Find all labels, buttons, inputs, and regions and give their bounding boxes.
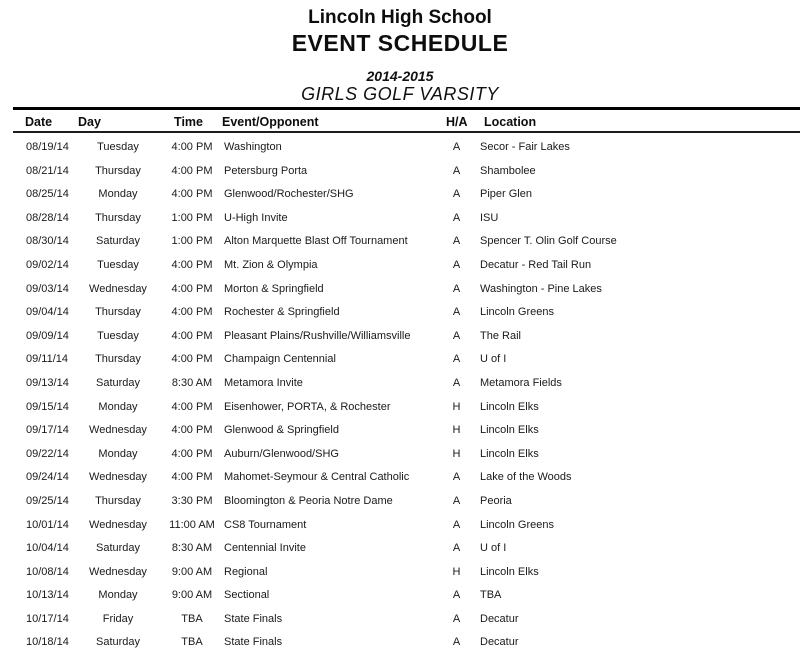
table-row (0, 443, 800, 467)
table-row (0, 584, 800, 608)
cell-ha: A (452, 518, 461, 531)
cell-time: 4:00 PM (171, 353, 213, 366)
cell-time: 3:30 PM (171, 494, 213, 507)
table-row (0, 514, 800, 538)
cell-day: Monday (98, 589, 138, 602)
cell-day: Monday (98, 447, 138, 460)
cell-day: Saturday (95, 636, 141, 649)
cell-event: U-High Invite (224, 211, 288, 224)
cell-date: 10/04/14 (26, 542, 69, 555)
column-header-day: Day (78, 115, 101, 129)
cell-location: Lincoln Elks (480, 565, 539, 578)
cell-event: Mt. Zion & Olympia (224, 258, 318, 271)
table-row (0, 419, 800, 443)
cell-location: Lincoln Elks (480, 424, 539, 437)
school-name: Lincoln High School (308, 7, 492, 28)
cell-location: Lincoln Greens (480, 518, 554, 531)
table-row (0, 207, 800, 231)
cell-ha: A (452, 589, 461, 602)
table-row (0, 561, 800, 585)
cell-location: Lincoln Elks (480, 400, 539, 413)
cell-time: 8:30 AM (171, 542, 213, 555)
table-row (0, 466, 800, 490)
cell-location: Metamora Fields (480, 376, 562, 389)
cell-location: Decatur (480, 636, 519, 649)
cell-event: Rochester & Springfield (224, 306, 340, 319)
cell-location: Shambolee (480, 164, 536, 177)
cell-time: 4:00 PM (171, 424, 213, 437)
cell-date: 09/25/14 (26, 494, 69, 507)
cell-time: 4:00 PM (171, 188, 213, 201)
cell-location: ISU (480, 211, 499, 224)
cell-time: 4:00 PM (171, 282, 213, 295)
cell-event: Morton & Springfield (224, 282, 324, 295)
table-row (0, 396, 800, 420)
divider-thick (13, 107, 800, 110)
cell-time: TBA (181, 612, 203, 625)
cell-event: Alton Marquette Blast Off Tournament (224, 235, 408, 248)
cell-day: Saturday (95, 376, 141, 389)
cell-date: 10/18/14 (26, 636, 69, 649)
cell-date: 08/21/14 (26, 164, 69, 177)
cell-ha: A (452, 542, 461, 555)
cell-event: Sectional (224, 589, 270, 602)
cell-event: Mahomet-Seymour & Central Catholic (224, 471, 410, 484)
cell-ha: A (452, 376, 461, 389)
cell-event: Metamora Invite (224, 376, 303, 389)
table-row (0, 348, 800, 372)
table-row (0, 230, 800, 254)
cell-ha: A (452, 282, 461, 295)
cell-date: 09/09/14 (26, 329, 69, 342)
cell-location: Secor - Fair Lakes (480, 141, 570, 153)
cell-time: 4:00 PM (171, 471, 213, 484)
cell-event: Glenwood/Rochester/SHG (224, 188, 354, 201)
cell-day: Tuesday (97, 258, 139, 271)
cell-day: Tuesday (97, 141, 139, 153)
cell-event: Centennial Invite (224, 542, 306, 555)
cell-time: 8:30 AM (171, 376, 213, 389)
cell-event: CS8 Tournament (224, 518, 307, 531)
cell-time: 4:00 PM (171, 400, 213, 413)
schedule-rows (0, 136, 800, 655)
cell-location: U of I (480, 542, 507, 555)
cell-date: 09/24/14 (26, 471, 69, 484)
cell-location: Decatur - Red Tail Run (480, 258, 592, 271)
cell-ha: H (452, 424, 461, 437)
cell-day: Wednesday (89, 471, 147, 484)
cell-date: 08/30/14 (26, 235, 69, 248)
cell-event: Petersburg Porta (224, 164, 308, 177)
season-label: 2014-2015 (366, 68, 434, 84)
cell-time: 1:00 PM (171, 235, 213, 248)
cell-location: Spencer T. Olin Golf Course (480, 235, 617, 248)
cell-time: 4:00 PM (171, 258, 213, 271)
cell-date: 09/13/14 (26, 376, 69, 389)
cell-day: Thursday (95, 306, 141, 319)
table-row (0, 490, 800, 514)
cell-event: Glenwood & Springfield (224, 424, 339, 437)
cell-location: Lincoln Elks (480, 447, 539, 460)
cell-ha: A (452, 494, 461, 507)
column-header-ha: H/A (446, 115, 468, 129)
cell-day: Wednesday (89, 565, 147, 578)
cell-date: 10/17/14 (26, 612, 69, 625)
cell-day: Monday (98, 400, 138, 413)
cell-event: Eisenhower, PORTA, & Rochester (224, 400, 391, 413)
column-header-event: Event/Opponent (222, 115, 319, 129)
cell-ha: A (452, 636, 461, 649)
cell-ha: H (452, 447, 461, 460)
divider-thin (13, 131, 800, 133)
cell-time: 4:00 PM (171, 164, 213, 177)
cell-date: 08/19/14 (26, 141, 69, 153)
cell-day: Wednesday (89, 282, 147, 295)
table-row (0, 183, 800, 207)
column-header-time: Time (174, 115, 203, 129)
cell-date: 09/17/14 (26, 424, 69, 437)
cell-event: State Finals (224, 612, 283, 625)
cell-ha: A (452, 235, 461, 248)
cell-ha: A (452, 258, 461, 271)
cell-location: Lake of the Woods (480, 471, 572, 484)
table-row (0, 608, 800, 632)
cell-time: TBA (181, 636, 203, 649)
cell-date: 10/13/14 (26, 589, 69, 602)
column-header-location: Location (484, 115, 537, 129)
cell-location: U of I (480, 353, 507, 366)
table-row (0, 372, 800, 396)
cell-day: Tuesday (97, 329, 139, 342)
cell-ha: A (452, 612, 461, 625)
cell-date: 09/04/14 (26, 306, 69, 319)
cell-day: Thursday (95, 211, 141, 224)
table-row (0, 537, 800, 561)
cell-date: 10/08/14 (26, 565, 69, 578)
cell-day: Monday (98, 188, 138, 201)
page-title: EVENT SCHEDULE (291, 30, 509, 56)
cell-ha: A (452, 211, 461, 224)
cell-ha: A (452, 353, 461, 366)
cell-day: Thursday (95, 164, 141, 177)
cell-time: 4:00 PM (171, 306, 213, 319)
cell-location: Washington - Pine Lakes (480, 282, 602, 295)
cell-date: 09/02/14 (26, 258, 69, 271)
cell-event: Washington (224, 141, 282, 153)
cell-location: Lincoln Greens (480, 306, 554, 319)
cell-date: 09/11/14 (26, 353, 69, 366)
cell-ha: A (452, 329, 461, 342)
cell-date: 08/25/14 (26, 188, 69, 201)
column-header-date: Date (25, 115, 53, 129)
cell-time: 11:00 AM (169, 518, 215, 531)
cell-ha: A (452, 141, 461, 153)
cell-ha: A (452, 164, 461, 177)
cell-day: Wednesday (89, 424, 147, 437)
cell-date: 09/22/14 (26, 447, 69, 460)
cell-event: Champaign Centennial (224, 353, 336, 366)
cell-location: TBA (480, 589, 502, 602)
table-row (0, 278, 800, 302)
cell-location: The Rail (480, 329, 521, 342)
cell-time: 1:00 PM (171, 211, 213, 224)
cell-date: 10/01/14 (26, 518, 69, 531)
cell-ha: H (452, 400, 461, 413)
cell-ha: A (452, 306, 461, 319)
team-label: GIRLS GOLF VARSITY (301, 84, 499, 104)
cell-day: Friday (102, 612, 134, 625)
cell-time: 9:00 AM (171, 589, 213, 602)
cell-time: 4:00 PM (171, 329, 213, 342)
cell-ha: A (452, 471, 461, 484)
cell-day: Saturday (95, 235, 141, 248)
cell-date: 08/28/14 (26, 211, 69, 224)
cell-time: 4:00 PM (171, 447, 213, 460)
cell-event: Bloomington & Peoria Notre Dame (224, 494, 393, 507)
cell-date: 09/15/14 (26, 400, 69, 413)
table-row (0, 136, 800, 160)
cell-ha: A (452, 188, 461, 201)
cell-date: 09/03/14 (26, 282, 69, 295)
table-row (0, 325, 800, 349)
cell-day: Saturday (95, 542, 141, 555)
cell-location: Decatur (480, 612, 519, 625)
cell-event: Regional (224, 565, 268, 578)
cell-day: Thursday (95, 353, 141, 366)
table-row (0, 301, 800, 325)
table-row (0, 160, 800, 184)
cell-event: State Finals (224, 636, 283, 649)
cell-event: Auburn/Glenwood/SHG (224, 447, 339, 460)
cell-day: Thursday (95, 494, 141, 507)
cell-time: 9:00 AM (171, 565, 213, 578)
cell-event: Pleasant Plains/Rushville/Williamsville (224, 329, 411, 342)
cell-time: 4:00 PM (171, 141, 213, 153)
cell-location: Piper Glen (480, 188, 532, 201)
cell-ha: H (452, 565, 461, 578)
cell-day: Wednesday (89, 518, 147, 531)
cell-location: Peoria (480, 494, 512, 507)
table-row (0, 631, 800, 655)
table-row (0, 254, 800, 278)
